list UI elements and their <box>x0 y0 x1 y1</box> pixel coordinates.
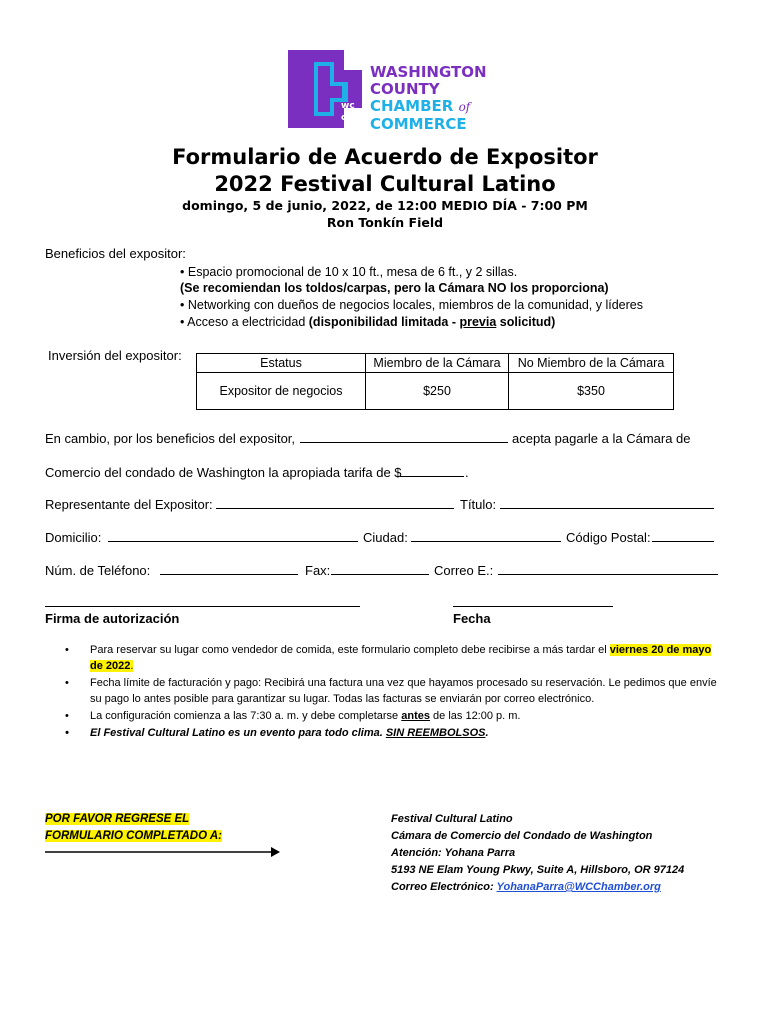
table-header-nonmember: No Miembro de la Cámara <box>509 354 674 373</box>
logo-mark-icon <box>284 48 368 132</box>
svg-text:wc: wc <box>341 101 355 111</box>
chamber-logo <box>284 48 494 134</box>
phone-field[interactable] <box>160 574 298 575</box>
exhibitor-name-field[interactable] <box>300 442 508 443</box>
table-cell-status: Expositor de negocios <box>197 373 366 410</box>
page-title-line1: Formulario de Acuerdo de Expositor <box>172 145 598 169</box>
investment-label: Inversión del expositor: <box>48 348 182 363</box>
table-cell-member-price: $250 <box>366 373 509 410</box>
return-addr-attention: Atención: Yohana Parra <box>391 847 516 859</box>
representative-label: Representante del Expositor: <box>45 497 213 512</box>
city-label: Ciudad: <box>363 530 408 545</box>
table-header-status: Estatus <box>197 354 366 373</box>
notes-list <box>65 642 725 742</box>
benefits-label: Beneficios del expositor: <box>45 246 186 261</box>
representative-field[interactable] <box>216 508 454 509</box>
logo-line-washington: WASHINGTON <box>370 63 487 81</box>
arrow-right-icon <box>45 845 280 859</box>
page-title-line2: 2022 Festival Cultural Latino <box>214 172 556 196</box>
return-instructions <box>45 811 222 845</box>
logo-line-county: COUNTY <box>370 80 440 98</box>
event-date: domingo, 5 de junio, 2022, de 12:00 MEDIO DÍA - 7:00 PM <box>182 198 588 213</box>
table-header-row <box>197 354 674 373</box>
fee-amount-field[interactable] <box>400 476 464 477</box>
benefit-item-space-note: (Se recomiendan los toldos/carpas, pero la Cámara NO los proporciona) <box>180 281 609 295</box>
return-email-link[interactable]: YohanaParra@WCChamber.org <box>496 881 661 893</box>
zip-field[interactable] <box>652 541 714 542</box>
logo-line-commerce: COMMERCE <box>370 115 467 133</box>
logo-of: of <box>458 100 471 114</box>
address-label: Domicilio: <box>45 530 102 545</box>
agreement-text-c: Comercio del condado de Washington la apropiada tarifa de $ <box>45 465 402 480</box>
phone-label: Núm. de Teléfono: <box>45 563 151 578</box>
agreement-text-a: En cambio, por los beneficios del expositor, <box>45 431 296 446</box>
table-cell-nonmember-price: $350 <box>509 373 674 410</box>
city-field[interactable] <box>411 541 561 542</box>
return-label-line2: FORMULARIO COMPLETADO A: <box>45 830 222 842</box>
return-addr-street: 5193 NE Elam Young Pkwy, Suite A, Hillsboro, OR 97124 <box>391 864 685 876</box>
table-header-member: Miembro de la Cámara <box>366 354 509 373</box>
email-field[interactable] <box>498 574 718 575</box>
return-email-label: Correo Electrónico: <box>391 881 497 893</box>
list-item: • Fecha límite de facturación y pago: Recibirá una factura una vez que hayamos procesado su reservación. Le pedimos que envíe su pago lo antes posible para garantizar su lugar. Todas las facturas se enviarán por correo electrónico. <box>65 675 725 707</box>
benefit-item-electricity: • Acceso a electricidad (disponibilidad limitada - previa solicitud) <box>180 315 556 329</box>
return-address <box>391 811 684 896</box>
benefit-item-networking: • Networking con dueños de negocios locales, miembros de la comunidad, y líderes <box>180 298 643 312</box>
svg-text:cc: cc <box>341 113 352 123</box>
list-item: • La configuración comienza a las 7:30 a. m. y debe completarse antes de las 12:00 p. m. <box>65 708 725 724</box>
table-row <box>197 373 674 410</box>
email-label: Correo E.: <box>434 563 494 578</box>
date-label: Fecha <box>453 611 491 626</box>
agreement-text-b: acepta pagarle a la Cámara de <box>512 431 691 446</box>
fax-field[interactable] <box>331 574 429 575</box>
return-addr-event: Festival Cultural Latino <box>391 813 513 825</box>
return-label-line1: POR FAVOR REGRESE EL <box>45 813 190 825</box>
zip-label: Código Postal: <box>566 530 651 545</box>
signature-label: Firma de autorización <box>45 611 180 626</box>
benefit-item-space: • Espacio promocional de 10 x 10 ft., mesa de 6 ft., y 2 sillas. <box>180 265 518 279</box>
list-item: • Para reservar su lugar como vendedor de comida, este formulario completo debe recibirse a más tardar el viernes 20 de mayo de 2022. <box>65 642 725 674</box>
event-location: Ron Tonkín Field <box>326 215 444 230</box>
return-addr-org: Cámara de Comercio del Condado de Washington <box>391 830 653 842</box>
list-item: • El Festival Cultural Latino es un evento para todo clima. SIN REEMBOLSOS. <box>65 725 725 741</box>
date-field[interactable] <box>453 606 613 607</box>
title-field[interactable] <box>500 508 714 509</box>
address-field[interactable] <box>108 541 358 542</box>
fee-table <box>196 353 674 410</box>
signature-field[interactable] <box>45 606 360 607</box>
fax-label: Fax: <box>305 563 331 578</box>
logo-line-chamber: CHAMBER <box>370 97 454 115</box>
agreement-text-c-end: . <box>465 465 469 480</box>
title-label: Título: <box>460 497 497 512</box>
